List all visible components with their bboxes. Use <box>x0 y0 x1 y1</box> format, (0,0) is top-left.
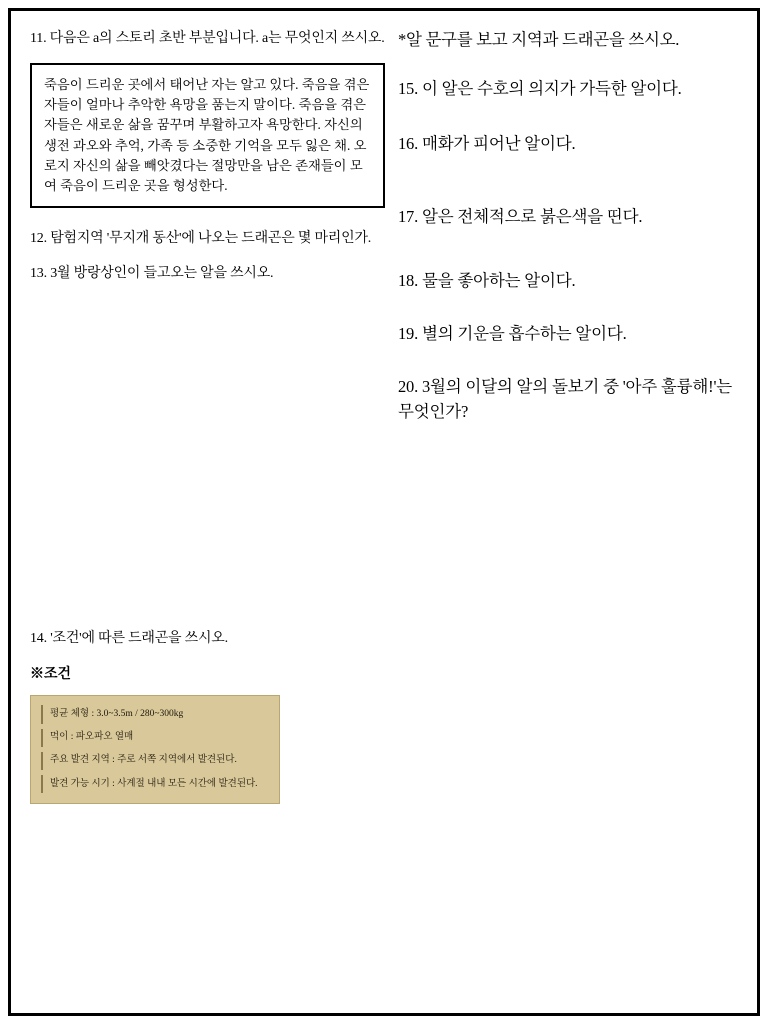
condition-row: 주요 발견 지역 : 주로 서쪽 지역에서 발견된다. <box>41 752 269 770</box>
right-column <box>398 28 743 438</box>
question-13: 13. 3월 방랑상인이 들고오는 알을 쓰시오. <box>30 266 274 282</box>
left-column <box>30 28 385 804</box>
question-19: 19. 별의 기운을 흡수하는 알이다. <box>398 324 627 344</box>
condition-row: 먹이 : 파오파오 열매 <box>41 729 269 747</box>
condition-title: ※조건 <box>30 667 72 683</box>
blank-answer-space <box>30 298 385 628</box>
condition-row: 평균 체형 : 3.0~3.5m / 280~300kg <box>41 705 269 723</box>
question-15: 15. 이 알은 수호의 의지가 가득한 알이다. <box>398 79 682 99</box>
condition-box <box>30 695 280 804</box>
story-excerpt-text: 죽음이 드리운 곳에서 태어난 자는 알고 있다. 죽음을 겪은 자들이 얼마나 추악한 욕망을 품는지 말이다. 죽음을 겪은 자들은 새로운 삶을 꿈꾸며 부활하고자 욕망한다. 자신의 생전 과오와 추억, 가족 등 소중한 기억을 모두 잃은 채. 오로지 자신의 삶을 빼앗겼다는 절망만을 남은 존재들이 모여 죽음이 드리운 곳을 형성한다. <box>44 77 370 194</box>
condition-row: 발견 가능 시기 : 사계절 내내 모든 시간에 발견된다. <box>41 775 269 793</box>
question-11: 11. 다음은 a의 스토리 초반 부분입니다. a는 무엇인지 쓰시오. <box>30 31 385 46</box>
question-12: 12. 탐험지역 '무지개 동산'에 나오는 드래곤은 몇 마리인가. <box>30 231 372 247</box>
question-18: 18. 물을 좋아하는 알이다. <box>398 271 576 291</box>
question-16: 16. 매화가 피어난 알이다. <box>398 133 576 153</box>
question-17: 17. 알은 전체적으로 붉은색을 띤다. <box>398 206 643 226</box>
question-20: 20. 3월의 이달의 알의 돌보기 중 '아주 훌륭해!'는 무엇인가? <box>398 376 732 421</box>
instruction-note: *알 문구를 보고 지역과 드래곤을 쓰시오. <box>398 30 680 49</box>
question-14: 14. '조건'에 따른 드래곤을 쓰시오. <box>30 631 228 647</box>
story-excerpt-box <box>30 63 385 208</box>
